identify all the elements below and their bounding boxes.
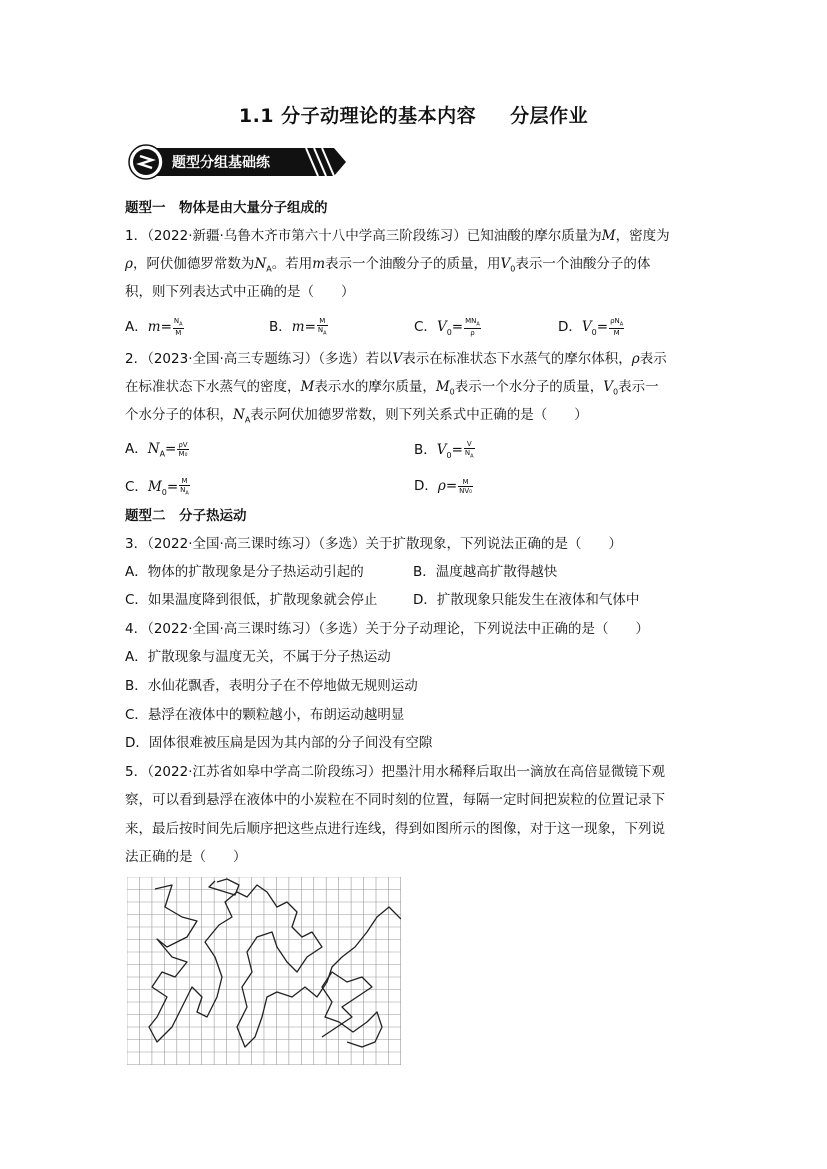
q2-line-3: 个水分子的体积，$N_A$表示阿伏加德罗常数，则下列关系式中正确的是（ ） — [125, 407, 588, 425]
q4-option-b[interactable]: B．水仙花飘香，表明分子在不停地做无规则运动 — [125, 678, 418, 694]
particle-trajectory-tertiary — [209, 879, 239, 895]
q2-option-a[interactable]: A．$N_A=$ $\frac{\rho V}{\text{M₀}}$ — [125, 440, 188, 459]
q5-line-4: 法正确的是（ ） — [125, 849, 247, 865]
section-heading-2: 题型二 分子热运动 — [125, 508, 247, 524]
title-main: 1.1 分子动理论的基本内容 — [238, 105, 477, 127]
banner-label: 题型分组基础练 — [172, 155, 270, 171]
q4-stem: 4．（2022·全国·高三课时练习）（多选）关于分子动理论，下列说法中正确的是（ ） — [125, 621, 650, 637]
q5-line-2: 察，可以看到悬浮在液体中的小炭粒在不同时刻的位置，每隔一定时间把炭粒的位置记录下 — [125, 792, 665, 808]
q1-option-c[interactable]: C．$V_0=$ $\frac{MN_A}{\rho}$ — [414, 317, 480, 338]
q1-option-a[interactable]: A．m= $\frac{N_A}{M}$ — [125, 317, 183, 338]
q4-option-c[interactable]: C．悬浮在液体中的颗粒越小，布朗运动越明显 — [125, 707, 405, 723]
q4-option-d[interactable]: D．固体很难被压扁是因为其内部的分子间没有空隙 — [125, 735, 433, 751]
q1-line-2: ρ，阿伏伽德罗常数为$N_A$。若用m表示一个油酸分子的质量，用$V_0$表示一个油酸分子的体 — [125, 256, 651, 274]
q4-option-a[interactable]: A．扩散现象与温度无关，不属于分子热运动 — [125, 649, 391, 665]
q3-option-a[interactable]: A．物体的扩散现象是分子热运动引起的 — [125, 564, 364, 580]
section-banner — [128, 144, 346, 180]
particle-trajectory — [149, 885, 401, 1047]
q1-line-3: 积，则下列表达式中正确的是（ ） — [125, 284, 355, 300]
figure-grid — [127, 877, 401, 1065]
q2-option-c[interactable]: C．$M_0=$ $\frac{M}{N_A}$ — [125, 477, 189, 497]
particle-trajectory-secondary — [322, 972, 382, 1047]
q3-option-c[interactable]: C．如果温度降到很低，扩散现象就会停止 — [125, 592, 378, 608]
q5-line-1: 5．（2022·江苏省如皋中学高二阶段练习）把墨汁用水稀释后取出一滴放在高倍显微镜下观 — [125, 764, 665, 780]
q1-option-d[interactable]: D．$V_0=$ $\frac{\rho N_A}{M}$ — [558, 317, 624, 338]
q5-line-3: 来，最后按时间先后顺序把这些点进行连线，得到如图所示的图像，对于这一现象，下列说 — [125, 821, 665, 837]
q3-option-b[interactable]: B．温度越高扩散得越快 — [413, 564, 558, 580]
q2-line-1: 2．（2023·全国·高三专题练习）（多选）若以V表示在标准状态下水蒸气的摩尔体积，ρ表示 — [125, 351, 667, 367]
q1-line-1: 1．（2022·新疆·乌鲁木齐市第六十八中学高三阶段练习）已知油酸的摩尔质量为M，密度为 — [125, 228, 670, 244]
q1-option-b[interactable]: B．m= $\frac{M}{N_A}$ — [269, 317, 327, 337]
q2-line-2: 在标准状态下水蒸气的密度，M表示水的摩尔质量，$M_0$表示一个水分子的质量，$V_0$表示一 — [125, 379, 659, 397]
brownian-motion-figure — [127, 877, 401, 1065]
q3-stem: 3．（2022·全国·高三课时练习）（多选）关于扩散现象，下列说法正确的是（ ） — [125, 536, 623, 552]
q2-option-d[interactable]: D．ρ= $\frac{M}{\text{NV₀}}$ — [414, 477, 472, 495]
q2-option-b[interactable]: B．$V_0=$ $\frac{V}{N_A}$ — [414, 440, 474, 460]
section-heading-1: 题型一 物体是由大量分子组成的 — [125, 200, 328, 216]
q3-option-d[interactable]: D．扩散现象只能发生在液体和气体中 — [413, 592, 640, 608]
page-title — [0, 101, 827, 128]
title-sub: 分层作业 — [510, 105, 589, 127]
